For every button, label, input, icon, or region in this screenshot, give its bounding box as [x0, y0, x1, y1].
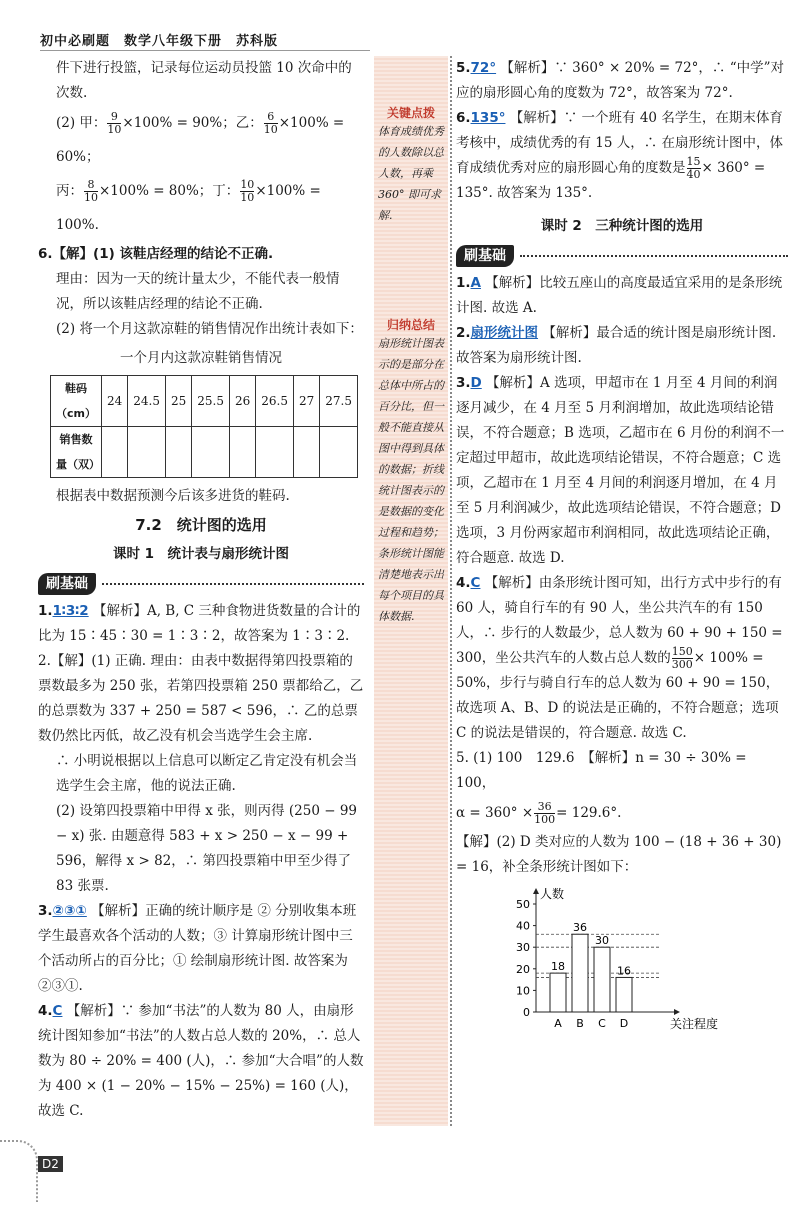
- answer-3: 3.D 【解析】A 选项，甲超市在 1 月至 4 月间的利润逐月减少，在 4 月至 5 月利润增加，故此选项结论错误，不符合题意；B 选项，乙超市在 6 月份的利润不一定超过甲超市，故此选项结论错误，不符合题意；C 选项，乙超市在 1 月至 4 月间的利润逐月增加，在 4 月至 5 月利润减少，故此选项结论错误，不符合题意；D 选项，3 月份两家超市利润相同，故此选项结论正确，符合题意. 故选 D.: [456, 375, 785, 566]
- data-label: 18: [551, 960, 565, 974]
- y-tick-label: 40: [516, 919, 530, 933]
- x-tick-label: A: [554, 1017, 562, 1030]
- y-axis-arrow: [533, 888, 539, 894]
- text-paragraph: 件下进行投篮，记录每位运动员投篮 10 次命中的次数.: [56, 60, 352, 101]
- section-title: 7.2 统计图的选用: [135, 516, 267, 534]
- bar: [594, 947, 610, 1012]
- fraction: $\frac{6}{10}$: [263, 110, 278, 136]
- tag-label: 刷基础: [456, 245, 514, 267]
- bar-chart: [496, 884, 726, 1034]
- note-text: 体育成绩优秀的人数除以总人数，再乘 360° 即可求解.: [378, 125, 444, 222]
- lesson-title: 课时 1 统计表与扇形统计图: [112, 546, 290, 562]
- header-divider: [40, 50, 370, 51]
- data-label: 36: [573, 921, 587, 935]
- text-paragraph: (2) 将一个月这款凉鞋的销售情况作出统计表如下：: [56, 321, 363, 337]
- x-axis-arrow: [674, 1009, 680, 1015]
- answer-4: 4.C 【解析】由条形统计图可知，出行方式中步行的有 60 人，骑自行车的有 90 人，坐公共汽车的有 150 人，∴ 步行的人数最少，总人数为 60 + 90 + 150 = 300，坐公共汽车的人数占总人数的 $\frac{150}{300}$ × 100% = 50%，步行与骑自行车的总人数为 60 + 90 = 150，故选项 A、B、D 的说法是正确的，不符合题意；选项 C 的说法是错误的，符合题意. 故选 C.: [456, 575, 783, 741]
- data-label: 16: [617, 964, 631, 978]
- table-title: 一个月内这款凉鞋销售情况: [120, 350, 282, 366]
- sales-table: [50, 375, 358, 478]
- text-span: ×100% = 100%.: [56, 183, 321, 233]
- answer-6: 6.135° 【解析】∵ 一个班有 40 名学生，在期末体育考核中，成绩优秀的有 15 人，∴ 在扇形统计图中，体育成绩优秀对应的扇形圆心角的度数是 $\frac{15}{40}$ × 360° = 135°. 故答案为 135°.: [456, 110, 784, 201]
- text-paragraph: α = 360° × $\frac{36}{100}$ = 129.6°.: [456, 800, 622, 826]
- answer-4: 4.C 【解析】∵ 参加“书法”的人数为 80 人，由扇形统计图知参加“书法”的人数占总人数的 20%，∴ 总人数为 80 ÷ 20% = 400 (人)，∴ 参加“大合唱”的人数为 400 × (1 − 20% − 15% − 25%) = 160 (人)，故选 C.: [38, 1003, 364, 1119]
- text-paragraph: 【解】(2) D 类对应的人数为 100 − (18 + 36 + 30) = 16，补全条形统计图如下：: [456, 834, 782, 875]
- table-cell: 24.5: [128, 376, 166, 427]
- text-span: ×100% = 80%；丁：: [99, 183, 240, 199]
- answer-6: 6.【解】(1) 该鞋店经理的结论不正确.: [38, 246, 274, 262]
- answer-5: 5. (1) 100 129.6 【解析】n = 30 ÷ 30% = 100，: [456, 750, 747, 791]
- page-corner-decoration: [0, 1140, 38, 1202]
- note-text: 扇形统计图表示的是部分在总体中所占的百分比，但一般不能直接从图中得到具体的数据；折线统计图表示的是数据的变化过程和趋势；条形统计图能清楚地表示出每个项目的具体数据.: [378, 337, 444, 623]
- answer-2: 2.扇形统计图 【解析】最合适的统计图是扇形统计图. 故答案为扇形统计图.: [456, 325, 777, 366]
- fraction: $\frac{10}{10}$: [240, 178, 255, 204]
- bar: [550, 973, 566, 1012]
- tag-label: 刷基础: [38, 573, 96, 595]
- book-header: 初中必刷题 数学八年级下册 苏科版: [40, 34, 279, 49]
- text-span: 丙：: [56, 183, 83, 199]
- fraction: $\frac{8}{10}$: [84, 178, 98, 204]
- y-tick-label: 50: [516, 898, 530, 911]
- page-number: D2: [38, 1156, 63, 1172]
- table-cell: 25.5: [192, 376, 230, 427]
- x-tick-label: D: [619, 1017, 629, 1030]
- table-row: [51, 427, 358, 478]
- answer-1: 1.A 【解析】比较五座山的高度最适宜采用的是条形统计图. 故选 A.: [456, 275, 783, 316]
- text-paragraph: [38, 106, 364, 174]
- x-axis-label: 关注程度: [670, 1017, 719, 1031]
- text-span: ×100% = 60%；: [56, 115, 345, 165]
- table-row-header: 鞋码（cm）: [51, 376, 102, 427]
- x-tick-label: C: [598, 1017, 606, 1030]
- bar: [572, 934, 588, 1012]
- y-tick-label: 0: [523, 1006, 530, 1019]
- y-tick-label: 20: [516, 962, 530, 976]
- table-cell: 27.5: [320, 376, 358, 427]
- answer-3: 3.②③① 【解析】正确的统计顺序是 ② 分别收集本班学生最喜欢各个活动的人数；③ 计算扇形统计图中三个活动所占的百分比；① 绘制扇形统计图. 故答案为 ②③①.: [38, 903, 357, 994]
- text-paragraph: [38, 174, 364, 242]
- text-span: ×100% = 90%；乙：: [122, 115, 263, 131]
- tag-banner: [456, 245, 788, 267]
- note-heading: 关键点拨: [386, 106, 435, 120]
- text-span: (2) 甲：: [56, 115, 107, 131]
- column-divider: [450, 56, 452, 1126]
- note-heading: 归纳总结: [386, 318, 435, 332]
- table-row-header: 销售数量（双）: [51, 427, 102, 478]
- fraction: $\frac{9}{10}$: [107, 110, 122, 136]
- x-tick-label: B: [576, 1017, 584, 1030]
- fraction: $\frac{36}{100}$: [534, 800, 556, 826]
- answer-2: 2.【解】(1) 正确. 理由：由表中数据得第四投票箱的票数最多为 250 张，若第四投票箱 250 票都给乙，乙的总票数为 337 + 250 = 587 < 596，∴ 乙的总票数仍然比丙低，故乙没有机会当选学生会主席.: [38, 653, 364, 744]
- y-tick-label: 30: [516, 941, 530, 955]
- margin-notes: [374, 56, 448, 1126]
- lesson-title: 课时 2 三种统计图的选用: [540, 218, 704, 234]
- data-label: 30: [595, 934, 609, 948]
- y-tick-label: 10: [516, 984, 530, 998]
- bar: [616, 977, 632, 1012]
- text-paragraph: ∴ 小明说根据以上信息可以断定乙肯定没有机会当选学生会主席，他的说法正确.: [56, 753, 358, 794]
- table-row: [51, 376, 358, 427]
- text-paragraph: (2) 设第四投票箱中甲得 x 张，则丙得 (250 − 99 − x) 张. 由题意得 583 + x > 250 − x − 99 + 596，解得 x > 82，∴ 第四投票箱中甲至少得了 83 张票.: [56, 803, 358, 894]
- fraction: $\frac{15}{40}$: [686, 155, 701, 181]
- table-cell: 27: [294, 376, 320, 427]
- y-axis-label: 人数: [540, 887, 565, 901]
- table-cell: 26: [230, 376, 256, 427]
- tag-banner: [38, 573, 364, 595]
- left-column: [38, 56, 364, 1124]
- text-paragraph: 理由：因为一天的统计量太少，不能代表一般情况，所以该鞋店经理的结论不正确.: [56, 271, 340, 312]
- table-cell: 26.5: [256, 376, 294, 427]
- text-paragraph: 根据表中数据预测今后该多进货的鞋码.: [56, 488, 290, 504]
- table-cell: 24: [102, 376, 128, 427]
- right-column: [456, 56, 788, 1043]
- table-cell: 25: [166, 376, 192, 427]
- fraction: $\frac{150}{300}$: [671, 645, 693, 671]
- answer-5: 5.72° 【解析】∵ 360° × 20% = 72°，∴ “中学”对应的扇形圆心角的度数为 72°，故答案为 72°.: [456, 60, 784, 101]
- answer-1: 1.1∶3∶2 【解析】A, B, C 三种食物进货数量的合计的比为 15∶45∶30 = 1∶3∶2，故答案为 1∶3∶2.: [38, 603, 361, 644]
